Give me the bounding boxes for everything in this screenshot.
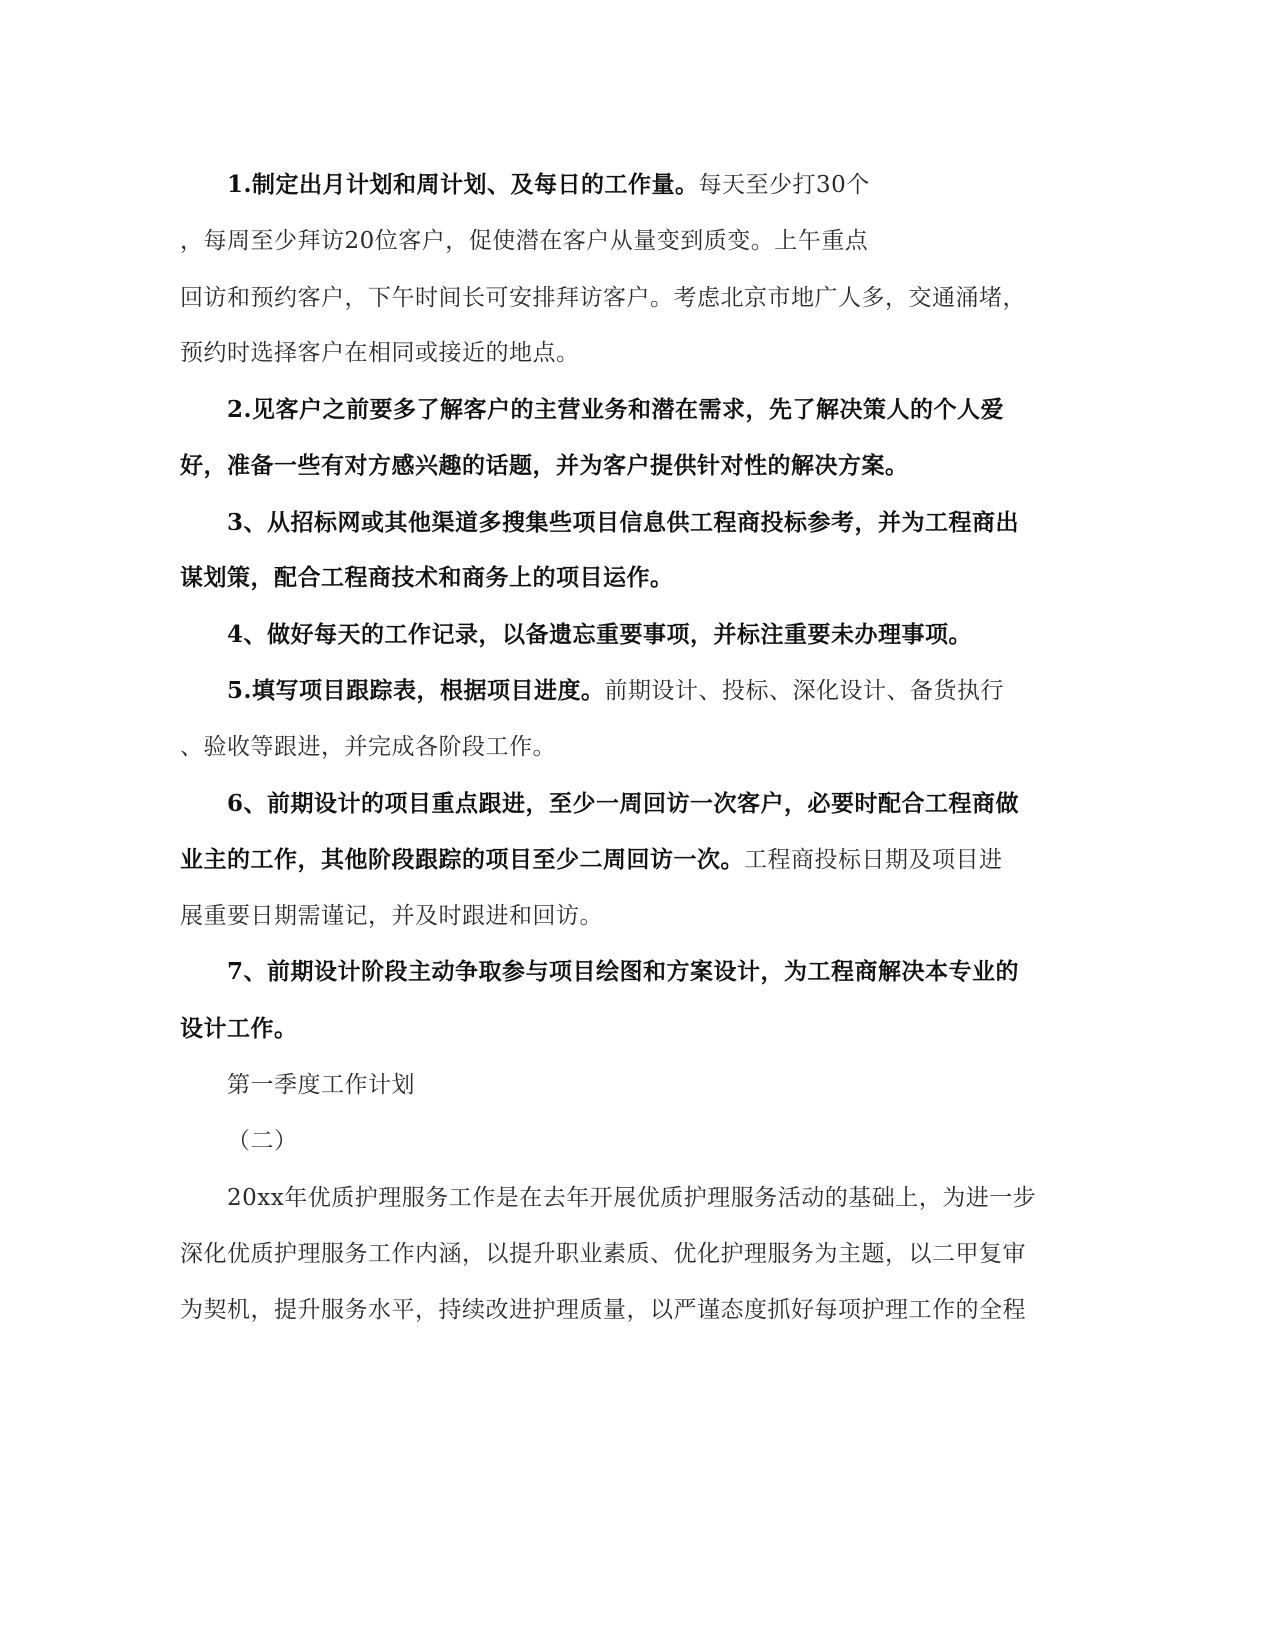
body-text: 工程商投标日期及项目进 <box>744 847 1003 873</box>
bold-text: 好，准备一些有对方感兴趣的话题，并为客户提供针对性的解决方案。 <box>180 452 909 479</box>
section-heading: 第一季度工作计划 <box>227 1072 415 1098</box>
bold-text: 4、做好每天的工作记录，以备遗忘重要事项，并标注重要未办理事项。 <box>227 621 973 648</box>
text-line <box>180 845 1003 875</box>
text-line <box>180 1014 298 1044</box>
text-line <box>180 563 674 593</box>
bold-text: 设计工作。 <box>180 1015 298 1042</box>
section-number: （二） <box>227 1128 298 1154</box>
bold-text: 谋划策，配合工程商技术和商务上的项目运作。 <box>180 564 674 591</box>
bold-text: 7、前期设计阶段主动争取参与项目绘图和方案设计，为工程商解决本专业的 <box>227 958 1020 985</box>
text-line <box>180 283 1026 313</box>
text-line <box>227 957 1019 987</box>
text-line <box>227 1183 1036 1213</box>
body-text: 、验收等跟进，并完成各阶段工作。 <box>180 734 556 760</box>
text-line <box>227 1070 415 1100</box>
body-text: ，每周至少拜访20位客户，促使潜在客户从量变到质变。上午重点 <box>180 228 869 254</box>
text-line <box>227 789 1019 819</box>
text-line <box>180 338 580 368</box>
text-line <box>227 620 972 650</box>
bold-text: 5.填写项目跟踪表，根据项目进度。 <box>227 677 605 704</box>
bold-text: 3、从招标网或其他渠道多搜集些项目信息供工程商投标参考，并为工程商出 <box>227 509 1020 536</box>
body-text: 前期设计、投标、深化设计、备货执行 <box>604 678 1005 704</box>
text-line <box>180 1295 1026 1325</box>
body-text: 20xx年优质护理服务工作是在去年开展优质护理服务活动的基础上，为进一步 <box>227 1185 1037 1211</box>
text-line <box>180 1239 1026 1269</box>
text-line <box>180 732 556 762</box>
bold-text: 1.制定出月计划和周计划、及每日的工作量。 <box>227 171 699 198</box>
body-text: 每天至少打30个 <box>698 172 870 198</box>
text-line <box>180 226 868 256</box>
body-text: 为契机，提升服务水平，持续改进护理质量，以严谨态度抓好每项护理工作的全程 <box>180 1297 1026 1323</box>
bold-text: 6、前期设计的项目重点跟进，至少一周回访一次客户，必要时配合工程商做 <box>227 790 1020 817</box>
text-line <box>227 395 1004 425</box>
text-line <box>180 451 909 481</box>
text-line <box>227 1126 298 1156</box>
text-line <box>227 676 1004 706</box>
text-line <box>180 901 603 931</box>
bold-text: 2.见客户之前要多了解客户的主营业务和潜在需求，先了解决策人的个人爱 <box>227 396 1005 423</box>
bold-text: 业主的工作，其他阶段跟踪的项目至少二周回访一次。 <box>180 846 744 873</box>
body-text: 回访和预约客户，下午时间长可安排拜访客户。考虑北京市地广人多，交通涌堵， <box>180 285 1026 311</box>
body-text: 深化优质护理服务工作内涵，以提升职业素质、优化护理服务为主题，以二甲复审 <box>180 1241 1026 1267</box>
body-text: 预约时选择客户在相同或接近的地点。 <box>180 340 580 366</box>
text-line <box>227 508 1019 538</box>
body-text: 展重要日期需谨记，并及时跟进和回访。 <box>180 903 603 929</box>
text-line <box>227 170 870 200</box>
